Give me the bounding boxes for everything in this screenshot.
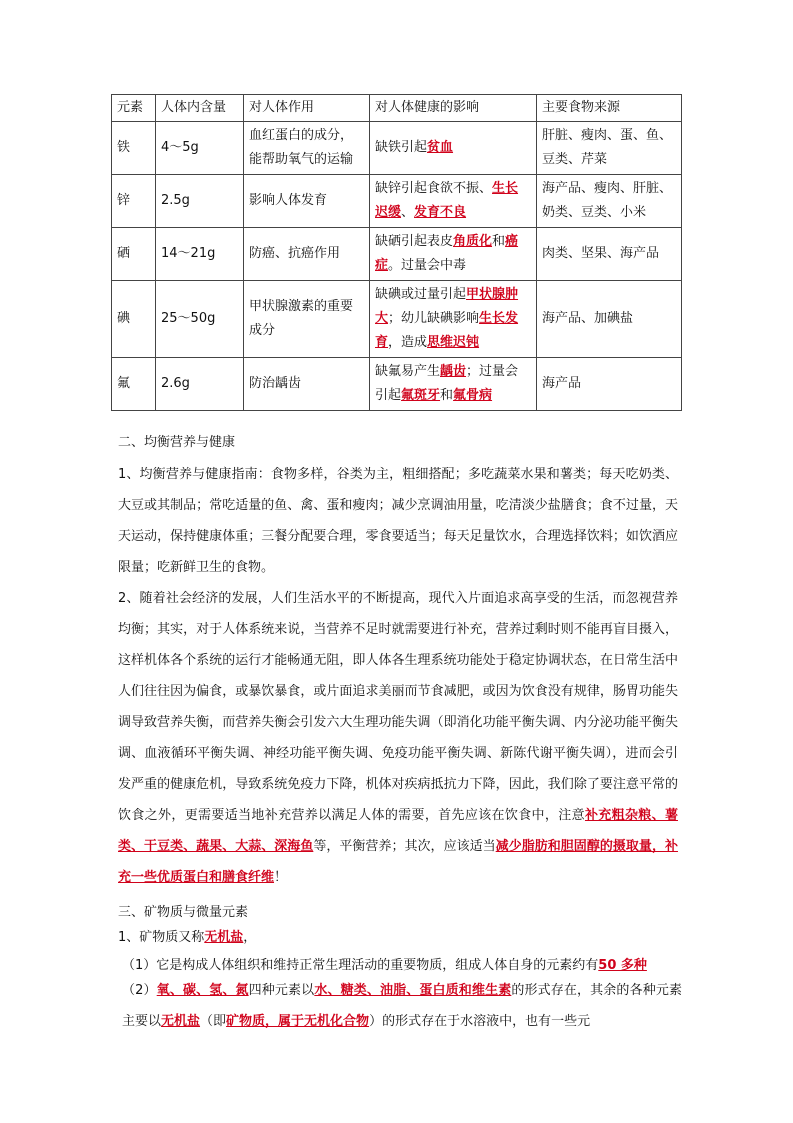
text-run: 缺氟易产生: [375, 364, 441, 379]
text-run: 四种元素以: [248, 983, 315, 998]
section3-line-3: [118, 975, 682, 1037]
highlight-text: 贫血: [427, 140, 454, 155]
section3-line-1: [118, 927, 678, 949]
text-run: 2、随着社会经济的发展，人们生活水平的不断提高，现代入片面追求高享受的生活，而忽视营养均衡；其实，对于人体系统来说，当营养不足时就需要进行补充，营养过剩时则不能再盲目摄入，这样机体各个系统的运行才能畅通无阻，即人体各生理系统功能处于稳定协调状态，在日常生活中人们往往因为偏食，或暴饮暴食，或片面追求美丽而节食减肥，或因为饮食没有规律，肠胃功能失调导致营养失衡，而营养失衡会引发六大生理功能失调（即消化功能平衡失调、内分泌功能平衡失调、血液循环平衡失调、神经功能平衡失调、免疫功能平衡失调、新陈代谢平衡失调），进而会引发严重的健康危机，导致系统免疫力下降，机体对疾病抵抗力下降，因此，我们除了要注意平常的饮食之外，更需要适当地补充营养以满足人体的需要，首先应该在饮食中，注意: [118, 591, 678, 823]
text-run: 等，平衡营养；其次，应该适当: [313, 839, 496, 854]
cell-source: 肉类、坚果、海产品: [537, 228, 682, 281]
text-run: 缺铁引起: [375, 140, 428, 155]
highlight-text: 思维迟钝: [427, 335, 480, 350]
cell-effect: [370, 281, 537, 358]
header-effect: 对人体健康的影响: [370, 95, 537, 122]
cell-source: 海产品、瘦肉、肝脏、奶类、豆类、小米: [537, 175, 682, 228]
cell-source: 肝脏、瘦肉、蛋、鱼、豆类、芹菜: [537, 122, 682, 175]
section2-title: 二、均衡营养与健康: [118, 435, 236, 450]
text-run: 缺硒引起表皮: [375, 234, 454, 249]
highlight-text: 无机盐: [204, 930, 244, 945]
highlight-text: 氟骨病: [453, 388, 493, 403]
text-run: （2）: [122, 983, 157, 998]
text-run: 缺碘或过量引起: [375, 287, 467, 302]
highlight-text: 甲状腺肿大: [375, 287, 519, 326]
highlight-text: 减少脂肪和胆固醇的摄取量，补充一些优质蛋白和膳食纤维: [118, 839, 678, 885]
highlight-text: 补充粗杂粮、薯类、干豆类、蔬果、大蒜、深海鱼: [118, 808, 678, 854]
text-run: ；幼儿缺碘影响: [388, 311, 480, 326]
section3-title: 三、矿物质与微量元素: [118, 905, 249, 920]
highlight-text: 氟斑牙: [401, 388, 441, 403]
cell-effect: [370, 122, 537, 175]
cell-role: 甲状腺激素的重要成分: [244, 281, 370, 358]
cell-element: 氟: [112, 358, 156, 411]
cell-role: 影响人体发育: [244, 175, 370, 228]
trace-element-table: [111, 94, 682, 411]
highlight-text: 生长发育: [375, 311, 519, 350]
text-run: 和: [440, 388, 454, 403]
text-run: 。过量会中毒: [388, 258, 467, 273]
highlight-text: 氧、碳、氢、氮: [156, 983, 249, 998]
text-run: ；过量会引起: [375, 364, 519, 403]
highlight-text: 角质化: [453, 234, 493, 249]
text-run: ，造成: [388, 335, 428, 350]
header-role: 对人体作用: [244, 95, 370, 122]
cell-effect: [370, 175, 537, 228]
section2-paragraph-1: 1、均衡营养与健康指南：食物多样，谷类为主，粗细搭配；多吃蔬菜水果和薯类；每天吃奶类、大豆或其制品；常吃适量的鱼、禽、蛋和瘦肉；减少烹调油用量，吃清淡少盐膳食；食不过量，天天运动，保持健康体重；三餐分配要合理，零食要适当；每天足量饮水，合理选择饮料；如饮酒应限量；吃新鲜卫生的食物。: [118, 467, 678, 575]
cell-amount: 2.5g: [156, 175, 244, 228]
highlight-text: 发育不良: [414, 205, 467, 220]
cell-amount: 14～21g: [156, 228, 244, 281]
cell-effect: [370, 228, 537, 281]
text-run: ，: [243, 930, 257, 945]
text-run: （1）它是构成人体组织和维持正常生理活动的重要物质，组成人体自身的元素约有: [122, 958, 599, 973]
cell-element: 锌: [112, 175, 156, 228]
header-source: 主要食物来源: [537, 95, 682, 122]
cell-source: 海产品: [537, 358, 682, 411]
table-row: [112, 175, 682, 228]
table-row: [112, 358, 682, 411]
cell-amount: 2.6g: [156, 358, 244, 411]
text-run: 缺锌引起食欲不振、: [375, 181, 493, 196]
cell-amount: 4～5g: [156, 122, 244, 175]
cell-element: 硒: [112, 228, 156, 281]
text-run: ！: [274, 870, 288, 885]
cell-amount: 25～50g: [156, 281, 244, 358]
highlight-text: 水、糖类、油脂、蛋白质和维生素: [314, 983, 512, 998]
text-run: ）的形式存在于水溶液中，也有一些元: [369, 1014, 591, 1029]
cell-source: 海产品、加碘盐: [537, 281, 682, 358]
cell-role: 血红蛋白的成分，能帮助氧气的运输: [244, 122, 370, 175]
highlight-text: 生长迟缓: [375, 181, 519, 220]
cell-element: 铁: [112, 122, 156, 175]
text-run: 、: [401, 205, 415, 220]
table-header-row: [112, 95, 682, 122]
highlight-text: 无机盐: [161, 1014, 201, 1029]
cell-role: 防癌、抗癌作用: [244, 228, 370, 281]
cell-effect: [370, 358, 537, 411]
cell-element: 碘: [112, 281, 156, 358]
highlight-text: 龋齿: [440, 364, 467, 379]
table-row: [112, 228, 682, 281]
section3-line-2: [118, 955, 682, 977]
highlight-text: 矿物质，属于无机化合物: [226, 1014, 370, 1029]
header-amount: 人体内含量: [156, 95, 244, 122]
text-run: （即: [200, 1014, 227, 1029]
text-run: 的形式存在，其余的各种元素主要以: [122, 983, 682, 1029]
table-row: [112, 281, 682, 358]
highlight-text: 50 多种: [598, 958, 647, 973]
section2-paragraph-2: [118, 583, 678, 893]
header-element: 元素: [112, 95, 156, 122]
highlight-text: 癌症: [375, 234, 519, 273]
table-row: [112, 122, 682, 175]
text-run: 1、矿物质又称: [118, 930, 205, 945]
text-run: 和: [492, 234, 506, 249]
cell-role: 防治龋齿: [244, 358, 370, 411]
